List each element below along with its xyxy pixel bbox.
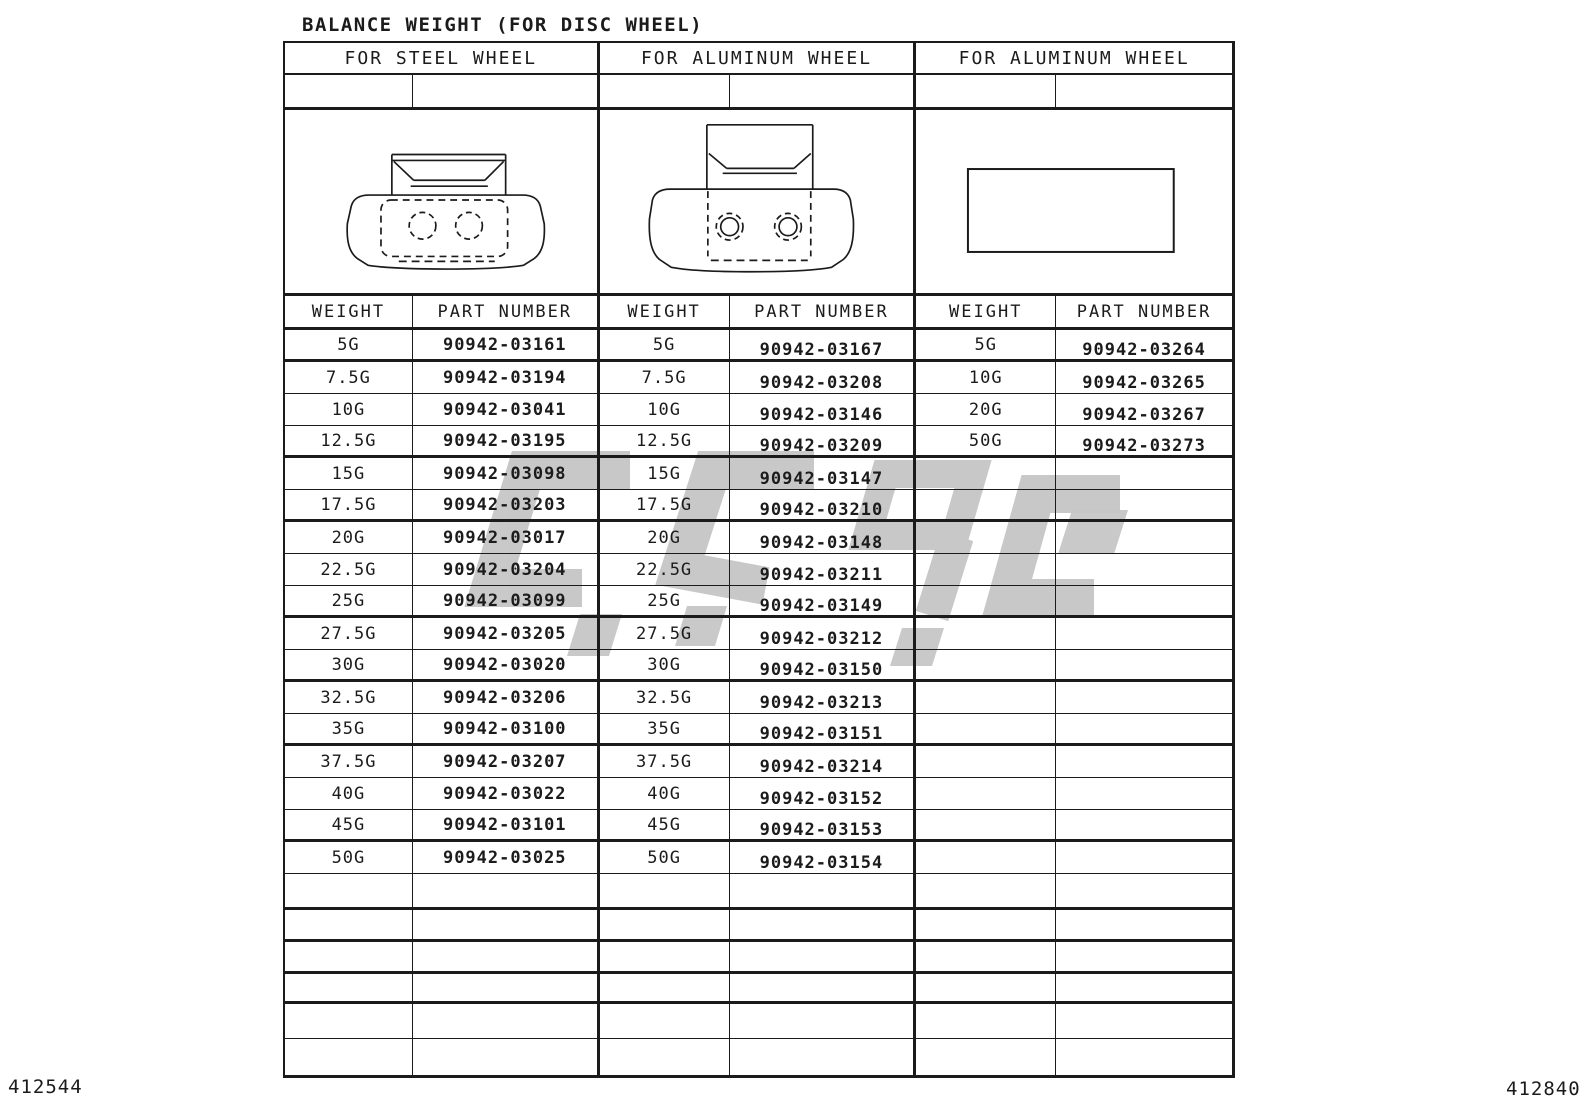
empty-cell <box>1056 586 1232 615</box>
empty-cell <box>730 75 917 107</box>
empty-cell <box>1056 842 1232 873</box>
part-number-column-header: PART NUMBER <box>730 296 917 327</box>
weight-cell: 17.5G <box>285 490 413 519</box>
part-number-cell: 90942-03148 <box>730 522 917 553</box>
table-row <box>285 650 1232 682</box>
empty-cell <box>1056 490 1232 519</box>
empty-cell <box>1056 75 1232 107</box>
empty-cell <box>600 75 730 107</box>
part-number-cell: 90942-03098 <box>413 458 600 489</box>
empty-cell <box>413 874 600 907</box>
part-number-cell: 90942-03153 <box>730 810 917 839</box>
empty-cell <box>285 75 413 107</box>
part-number-cell: 90942-03100 <box>413 714 600 743</box>
split-row <box>285 75 1232 110</box>
part-number-cell: 90942-03149 <box>730 586 917 615</box>
weight-cell: 20G <box>285 522 413 553</box>
empty-cell <box>285 910 413 939</box>
empty-cell <box>600 874 730 907</box>
table-row <box>285 842 1232 874</box>
weight-cell: 10G <box>600 394 730 425</box>
empty-cell <box>916 554 1056 585</box>
empty-cell <box>916 586 1056 615</box>
weight-cell: 35G <box>600 714 730 743</box>
empty-cell <box>916 746 1056 777</box>
empty-cell <box>916 1039 1056 1075</box>
weight-cell: 45G <box>600 810 730 839</box>
part-number-cell: 90942-03151 <box>730 714 917 743</box>
empty-cell <box>600 1004 730 1038</box>
table-row <box>285 618 1232 650</box>
part-number-cell: 90942-03204 <box>413 554 600 585</box>
empty-cell <box>1056 1039 1232 1075</box>
group-header-row <box>285 43 1232 75</box>
group-header-aluminum-wheel-2: FOR ALUMINUM WHEEL <box>958 47 1190 69</box>
part-number-cell: 90942-03213 <box>730 682 917 713</box>
empty-cell <box>730 974 917 1001</box>
weight-cell: 32.5G <box>600 682 730 713</box>
table-row <box>285 490 1232 522</box>
empty-cell <box>1056 810 1232 839</box>
empty-cell <box>916 942 1056 971</box>
empty-cell <box>916 874 1056 907</box>
part-number-cell: 90942-03099 <box>413 586 600 615</box>
empty-cell <box>916 618 1056 649</box>
part-number-cell: 90942-03146 <box>730 394 917 425</box>
empty-cell <box>1056 682 1232 713</box>
column-header-row <box>285 296 1232 330</box>
empty-cell <box>600 942 730 971</box>
part-number-column-header: PART NUMBER <box>413 296 600 327</box>
table-row <box>285 330 1232 362</box>
empty-cell <box>600 1039 730 1075</box>
weight-cell: 15G <box>285 458 413 489</box>
steel-wheel-weight-diagram <box>285 110 600 293</box>
part-number-cell: 90942-03208 <box>730 362 917 393</box>
weight-cell: 20G <box>600 522 730 553</box>
weight-cell: 22.5G <box>600 554 730 585</box>
part-number-cell: 90942-03264 <box>1082 339 1206 359</box>
weight-cell: 25G <box>600 586 730 615</box>
part-number-cell: 90942-03167 <box>730 330 917 359</box>
part-number-cell: 90942-03205 <box>413 618 600 649</box>
part-number-cell: 90942-03195 <box>413 426 600 455</box>
empty-cell <box>730 1004 917 1038</box>
table-row <box>285 586 1232 618</box>
empty-table-row <box>285 1004 1232 1039</box>
weight-cell: 30G <box>285 650 413 679</box>
weight-cell: 17.5G <box>600 490 730 519</box>
page-title: BALANCE WEIGHT (FOR DISC WHEEL) <box>302 14 704 36</box>
group-header-aluminum-wheel: FOR ALUMINUM WHEEL <box>600 43 917 73</box>
weight-cell: 50G <box>916 426 1056 455</box>
empty-cell <box>600 974 730 1001</box>
empty-table-row <box>285 1039 1232 1075</box>
adhesive-weight-diagram <box>916 110 1232 293</box>
empty-cell <box>1056 910 1232 939</box>
weight-cell: 7.5G <box>285 362 413 393</box>
empty-cell <box>916 974 1056 1001</box>
weight-cell: 25G <box>285 586 413 615</box>
empty-cell <box>413 1039 600 1075</box>
weight-cell: 40G <box>285 778 413 809</box>
empty-cell <box>285 974 413 1001</box>
diagram-row <box>285 110 1232 296</box>
part-number-column-header: PART NUMBER <box>1076 301 1212 322</box>
part-number-cell: 90942-03206 <box>413 682 600 713</box>
empty-cell <box>1056 974 1232 1001</box>
table-row <box>285 682 1232 714</box>
weight-cell: 35G <box>285 714 413 743</box>
empty-table-row <box>285 910 1232 942</box>
empty-cell <box>1056 778 1232 809</box>
empty-cell <box>413 910 600 939</box>
weight-cell: 30G <box>600 650 730 679</box>
weight-cell: 22.5G <box>285 554 413 585</box>
weight-cell: 20G <box>916 394 1056 425</box>
group-header-steel-wheel: FOR STEEL WHEEL <box>285 43 600 73</box>
weight-column-header: WEIGHT <box>600 296 730 327</box>
weight-cell: 45G <box>285 810 413 839</box>
empty-cell <box>1056 554 1232 585</box>
part-number-cell: 90942-03209 <box>730 426 917 455</box>
weight-cell: 32.5G <box>285 682 413 713</box>
table-row <box>285 746 1232 778</box>
empty-cell <box>916 522 1056 553</box>
weight-cell: 50G <box>600 842 730 873</box>
empty-cell <box>916 682 1056 713</box>
part-number-cell: 90942-03265 <box>1082 372 1206 393</box>
empty-cell <box>285 1004 413 1038</box>
table-row <box>285 362 1232 394</box>
empty-cell <box>413 1004 600 1038</box>
part-number-cell: 90942-03041 <box>413 394 600 425</box>
part-number-cell: 90942-03203 <box>413 490 600 519</box>
empty-cell <box>916 714 1056 743</box>
weight-cell: 5G <box>600 330 730 359</box>
aluminum-wheel-weight-diagram <box>600 110 917 293</box>
table-row <box>285 426 1232 458</box>
part-number-cell: 90942-03025 <box>413 842 600 873</box>
empty-cell <box>916 490 1056 519</box>
table-row <box>285 522 1232 554</box>
part-number-cell: 90942-03210 <box>730 490 917 519</box>
part-number-cell: 90942-03152 <box>730 778 917 809</box>
weight-column-header: WEIGHT <box>916 296 1056 327</box>
part-number-cell: 90942-03147 <box>730 458 917 489</box>
empty-cell <box>600 910 730 939</box>
empty-table-row <box>285 874 1232 910</box>
empty-cell <box>413 75 600 107</box>
part-number-cell: 90942-03207 <box>413 746 600 777</box>
empty-cell <box>285 874 413 907</box>
weight-cell: 40G <box>600 778 730 809</box>
part-number-cell: 90942-03212 <box>730 618 917 649</box>
table-row <box>285 458 1232 490</box>
empty-cell <box>285 942 413 971</box>
part-number-cell: 90942-03101 <box>413 810 600 839</box>
empty-cell <box>916 458 1056 489</box>
weight-cell: 10G <box>285 394 413 425</box>
weight-column-header: WEIGHT <box>285 296 413 327</box>
part-number-cell: 90942-03022 <box>413 778 600 809</box>
table-row <box>285 714 1232 746</box>
part-number-cell: 90942-03214 <box>730 746 917 777</box>
empty-cell <box>916 810 1056 839</box>
empty-cell <box>1056 522 1232 553</box>
weight-cell: 50G <box>285 842 413 873</box>
weight-cell: 7.5G <box>600 362 730 393</box>
empty-cell <box>1056 942 1232 971</box>
weight-cell: 5G <box>916 330 1056 359</box>
empty-cell <box>916 778 1056 809</box>
part-number-cell: 90942-03020 <box>413 650 600 679</box>
part-number-cell: 90942-03154 <box>730 842 917 873</box>
empty-cell <box>1056 714 1232 743</box>
empty-cell <box>730 1039 917 1075</box>
empty-cell <box>1056 1004 1232 1038</box>
weight-cell: 37.5G <box>600 746 730 777</box>
empty-cell <box>730 874 917 907</box>
empty-cell <box>413 974 600 1001</box>
weight-cell: 27.5G <box>285 618 413 649</box>
empty-cell <box>916 75 1056 107</box>
weight-cell: 5G <box>285 330 413 359</box>
part-number-cell: 90942-03150 <box>730 650 917 679</box>
empty-cell <box>413 942 600 971</box>
empty-cell <box>1056 746 1232 777</box>
empty-cell <box>1056 618 1232 649</box>
part-number-cell: 90942-03267 <box>1082 404 1206 425</box>
table-row <box>285 778 1232 810</box>
table-row <box>285 394 1232 426</box>
empty-cell <box>1056 874 1232 907</box>
part-number-cell: 90942-03017 <box>413 522 600 553</box>
empty-cell <box>1056 458 1232 489</box>
empty-cell <box>730 910 917 939</box>
table-row <box>285 554 1232 586</box>
empty-cell <box>916 842 1056 873</box>
part-number-cell: 90942-03211 <box>730 554 917 585</box>
empty-cell <box>916 650 1056 679</box>
empty-cell <box>916 1004 1056 1038</box>
page-number-right: 412840 <box>1506 1078 1581 1100</box>
empty-table-row <box>285 942 1232 974</box>
empty-cell <box>916 910 1056 939</box>
part-number-cell: 90942-03161 <box>413 330 600 359</box>
weight-cell: 15G <box>600 458 730 489</box>
empty-cell <box>285 1039 413 1075</box>
weight-cell: 12.5G <box>285 426 413 455</box>
weight-cell: 37.5G <box>285 746 413 777</box>
weight-cell: 12.5G <box>600 426 730 455</box>
empty-cell <box>1056 650 1232 679</box>
empty-table-row <box>285 974 1232 1004</box>
weight-cell: 10G <box>916 362 1056 393</box>
empty-cell <box>730 942 917 971</box>
part-number-cell: 90942-03194 <box>413 362 600 393</box>
balance-weight-table <box>283 41 1235 1078</box>
weight-cell: 27.5G <box>600 618 730 649</box>
part-number-cell: 90942-03273 <box>1082 435 1206 455</box>
page-number-left: 412544 <box>8 1076 83 1098</box>
table-row <box>285 810 1232 842</box>
